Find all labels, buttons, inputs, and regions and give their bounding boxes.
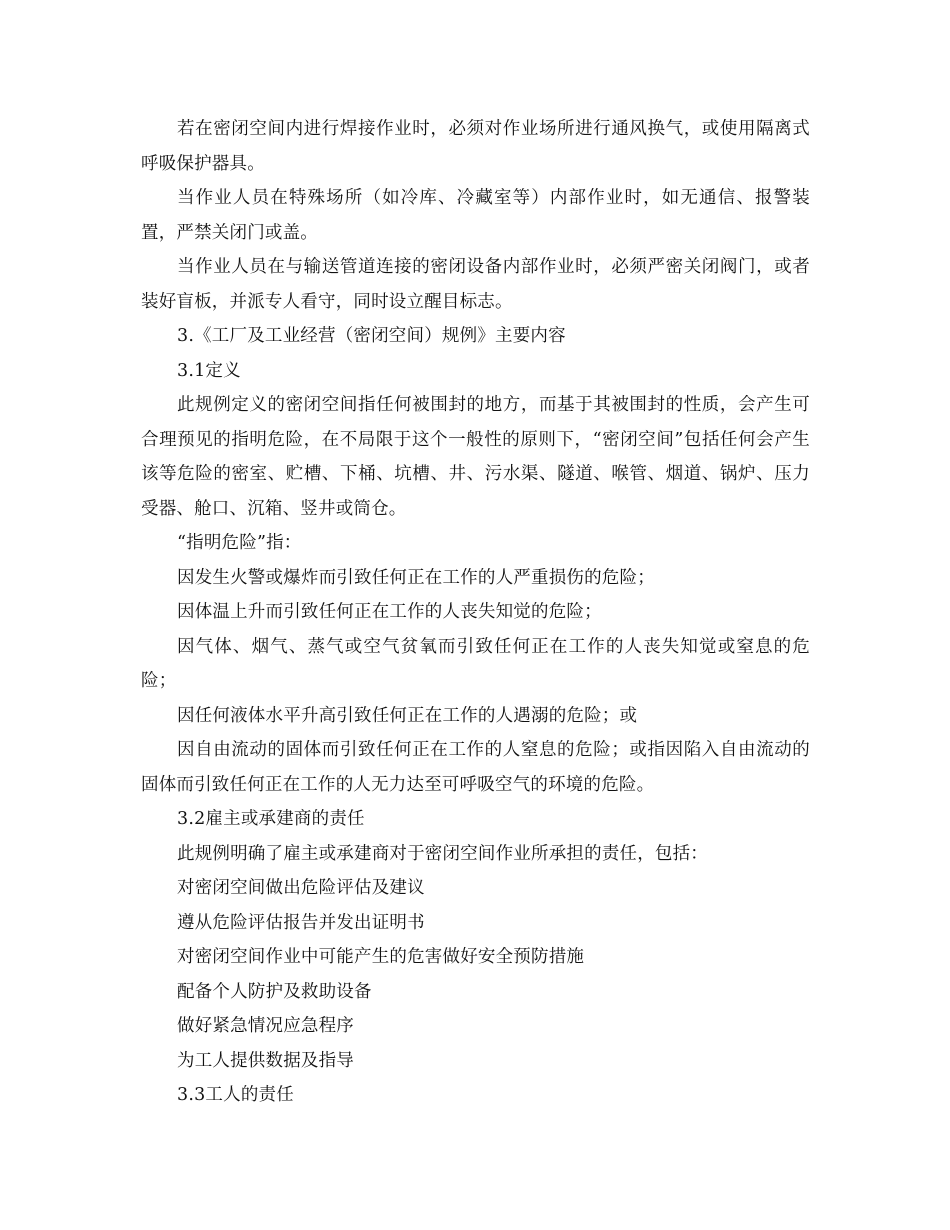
- list-item-free-flowing-solid: 因自由流动的固体而引致任何正在工作的人窒息的危险；或指因陷入自由流动的固体而引致任何正在工作的人无力达至可呼吸空气的环境的危险。: [141, 740, 810, 795]
- paragraph-definition: 此规例定义的密闭空间指任何被围封的地方，而基于其被围封的性质，会产生可合理预见的指明危险，在不局限于这个一般性的原则下，“密闭空间”包括任何会产生该等危险的密室、贮槽、下桶、坑槽、井、污水渠、隧道、喉管、烟道、锅炉、压力受器、舱口、沉箱、竖井或筒仓。: [141, 395, 810, 519]
- paragraph-pipeline-equipment: 当作业人员在与输送管道连接的密闭设备内部作业时，必须严密关闭阀门，或者装好盲板，并派专人看守，同时设立醒目标志。: [141, 257, 810, 312]
- subsection-heading-3-3: 3.3工人的责任: [177, 1085, 294, 1105]
- paragraph-employer-duties-intro: 此规例明确了雇主或承建商对于密闭空间作业所承担的责任，包括：: [177, 843, 708, 864]
- section-heading-3: 3.《工厂及工业经营（密闭空间）规例》主要内容: [177, 326, 566, 346]
- list-item-risk-assessment: 对密闭空间做出危险评估及建议: [177, 878, 425, 898]
- list-item-safety-precautions: 对密闭空间作业中可能产生的危害做好安全预防措施: [177, 947, 585, 967]
- list-item-body-temperature: 因体温上升而引致任何正在工作的人丧失知觉的危险；: [177, 602, 602, 622]
- paragraph-welding-ventilation: 若在密闭空间内进行焊接作业时，必须对作业场所进行通风换气，或使用隔离式呼吸保护器具。: [141, 119, 810, 174]
- list-item-protective-equipment: 配备个人防护及救助设备: [177, 981, 372, 1002]
- subsection-heading-3-1: 3.1定义: [177, 360, 241, 381]
- list-item-worker-guidance: 为工人提供数据及指导: [177, 1050, 354, 1071]
- list-item-drowning: 因任何液体水平升高引致任何正在工作的人遇溺的危险；或: [177, 705, 638, 726]
- subsection-heading-3-2: 3.2雇主或承建商的责任: [177, 809, 365, 829]
- list-item-certificate: 遵从危险评估报告并发出证明书: [177, 912, 425, 933]
- list-item-gas-oxygen: 因气体、烟气、蒸气或空气贫氧而引致任何正在工作的人丧失知觉或窒息的危险；: [141, 636, 810, 691]
- list-item-emergency-procedures: 做好紧急情况应急程序: [177, 1016, 354, 1036]
- paragraph-specified-hazards-intro: “指明危险”指：: [177, 533, 302, 553]
- paragraph-cold-storage: 当作业人员在特殊场所（如冷库、冷藏室等）内部作业时，如无通信、报警装置，严禁关闭门或盖。: [141, 188, 810, 243]
- list-item-fire-explosion: 因发生火警或爆炸而引致任何正在工作的人严重损伤的危险；: [177, 567, 655, 588]
